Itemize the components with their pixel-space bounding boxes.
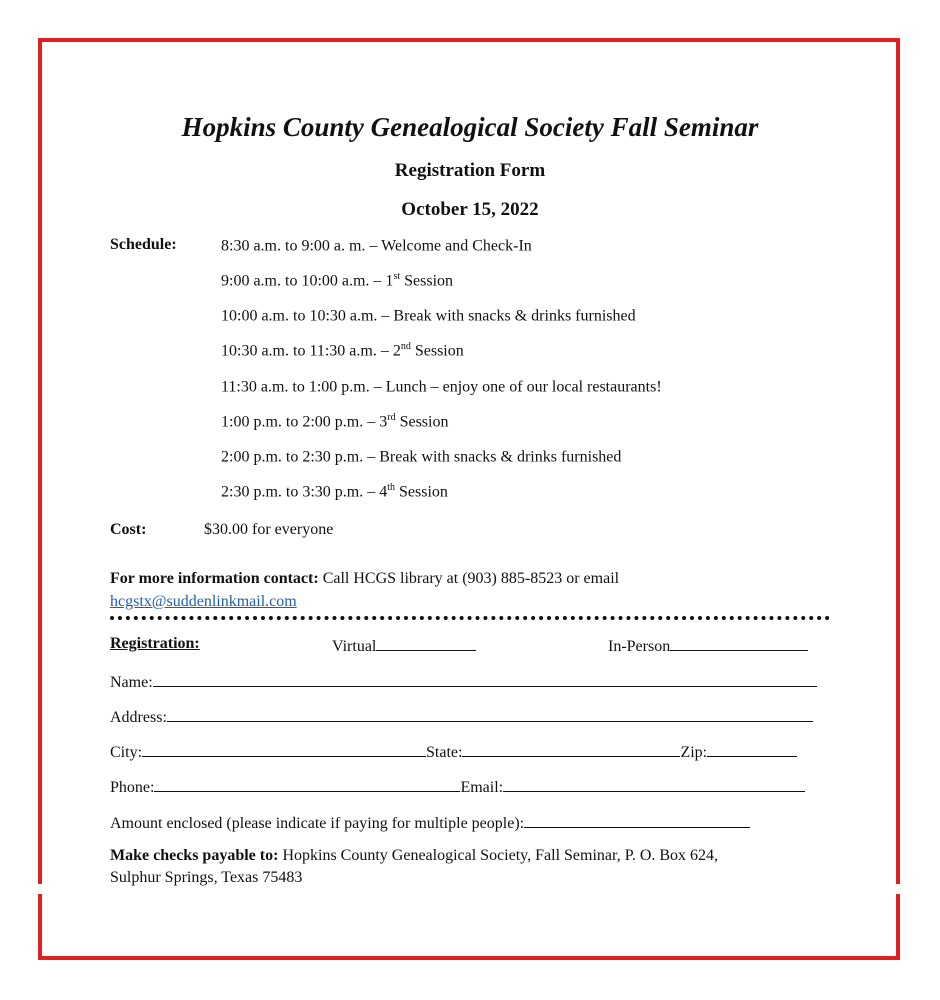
email-blank[interactable] (503, 776, 805, 792)
address-field[interactable]: Address: (110, 706, 813, 727)
address-blank[interactable] (167, 706, 813, 722)
city-label: City: (110, 744, 143, 761)
schedule-item: 8:30 a.m. to 9:00 a. m. – Welcome and Check-In (221, 237, 532, 255)
schedule-item: 11:30 a.m. to 1:00 p.m. – Lunch – enjoy one of our local restaurants! (221, 378, 662, 396)
schedule-item: 2:00 p.m. to 2:30 p.m. – Break with snacks & drinks furnished (221, 448, 622, 466)
amount-field[interactable]: Amount enclosed (please indicate if paying for multiple people): (110, 812, 750, 833)
contact-text: Call HCGS library at (903) 885-8523 or email (318, 570, 620, 587)
payable-line-1: Make checks payable to: Hopkins County Genealogical Society, Fall Seminar, P. O. Box 624, (110, 847, 719, 864)
city-blank[interactable] (142, 741, 426, 757)
payable-line-2: Sulphur Springs, Texas 75483 (110, 869, 303, 886)
virtual-blank[interactable] (376, 635, 476, 651)
zip-blank[interactable] (707, 741, 797, 757)
schedule-label: Schedule: (110, 236, 177, 253)
state-label: State: (426, 744, 463, 761)
schedule-item: 10:00 a.m. to 10:30 a.m. – Break with snacks & drinks furnished (221, 307, 636, 325)
contact-email-link[interactable]: hcgstx@suddenlinkmail.com (110, 593, 297, 610)
amount-blank[interactable] (524, 812, 750, 828)
payable-label: Make checks payable to: (110, 847, 279, 864)
schedule-item: 2:30 p.m. to 3:30 p.m. – 4th Session (221, 482, 448, 501)
schedule-item: 1:00 p.m. to 2:00 p.m. – 3rd Session (221, 412, 449, 431)
form-subtitle: Registration Form (394, 160, 546, 181)
phone-label: Phone: (110, 779, 155, 796)
state-blank[interactable] (462, 741, 680, 757)
name-field[interactable]: Name: (110, 671, 817, 692)
in-person-blank[interactable] (670, 635, 808, 651)
phone-email-row (110, 776, 805, 797)
virtual-field[interactable]: Virtual (332, 635, 476, 656)
contact-info (110, 570, 619, 588)
schedule-item: 9:00 a.m. to 10:00 a.m. – 1st Session (221, 271, 454, 290)
contact-label: For more information contact: (110, 570, 319, 587)
phone-blank[interactable] (154, 776, 460, 792)
cost-label: Cost: (110, 521, 147, 538)
event-date: October 15, 2022 (401, 199, 539, 220)
name-blank[interactable] (153, 671, 817, 687)
page-title: Hopkins County Genealogical Society Fall Seminar (181, 112, 759, 142)
city-state-zip-row (110, 741, 797, 762)
zip-label: Zip: (680, 744, 708, 761)
cut-line-divider (110, 616, 830, 620)
email-label: Email: (460, 779, 504, 796)
in-person-field[interactable]: In-Person (608, 635, 808, 656)
cost-value: $30.00 for everyone (204, 521, 334, 538)
registration-label: Registration: (110, 635, 200, 652)
schedule-item: 10:30 a.m. to 11:30 a.m. – 2nd Session (221, 341, 464, 360)
